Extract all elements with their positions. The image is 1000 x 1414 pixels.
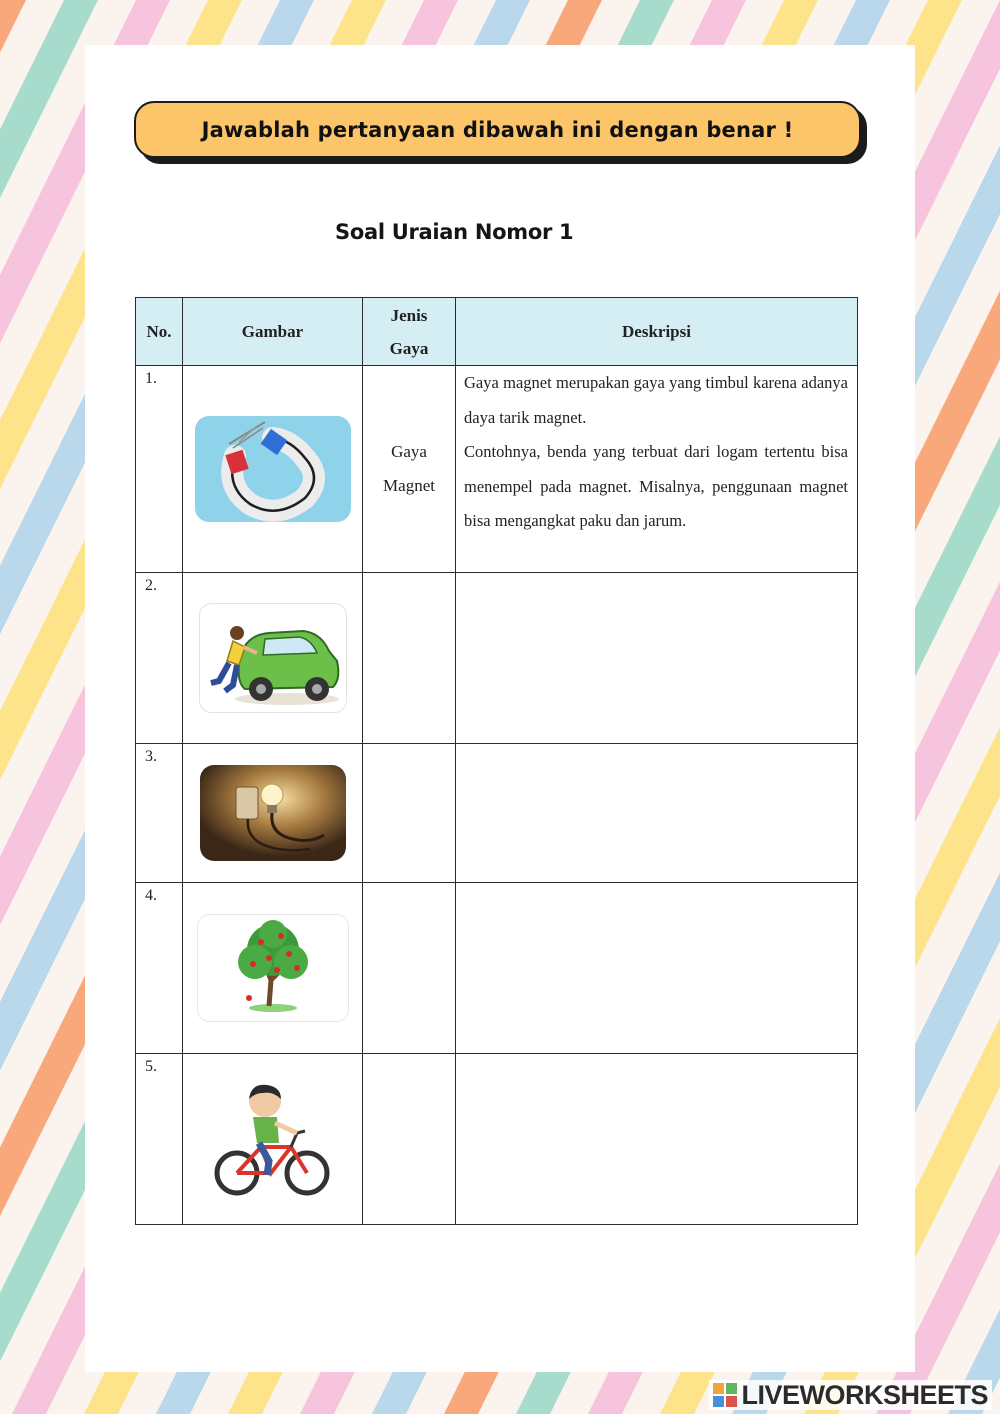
row-image-cell — [183, 744, 363, 882]
table-row — [136, 882, 858, 1053]
apple-tree-icon — [197, 914, 349, 1022]
jenis-line1: Gaya — [391, 442, 427, 462]
row-number: 2. — [136, 573, 183, 744]
row-number: 1. — [136, 366, 183, 573]
header-jenis-gaya — [363, 298, 456, 366]
row-jenis-gaya — [363, 744, 456, 882]
table-row — [136, 1053, 858, 1224]
table-header-row — [136, 298, 858, 366]
row-deskripsi — [456, 1053, 858, 1224]
header-gambar: Gambar — [183, 298, 363, 366]
row-jenis-gaya — [363, 366, 456, 573]
person-pushing-car-icon — [199, 603, 347, 713]
table-row — [136, 744, 858, 882]
horseshoe-magnet-icon — [195, 416, 351, 522]
liveworksheets-logo-icon — [713, 1383, 737, 1407]
section-title: Soal Uraian Nomor 1 — [335, 220, 574, 244]
jenis-line2: Magnet — [383, 476, 435, 496]
table-row — [136, 573, 858, 744]
header-jenis-line2: Gaya — [389, 338, 429, 358]
boy-on-bicycle-icon — [213, 1077, 333, 1201]
question-table — [135, 297, 858, 1225]
row-image-cell — [183, 573, 363, 744]
table-row — [136, 366, 858, 573]
deskripsi-paragraph-1: Gaya magnet merupakan gaya yang timbul karena adanya daya tarik magnet. — [464, 373, 848, 427]
header-no: No. — [136, 298, 183, 366]
liveworksheets-logo[interactable] — [709, 1380, 992, 1410]
row-image-cell — [183, 882, 363, 1053]
instruction-text: Jawablah pertanyaan dibawah ini dengan benar ! — [201, 117, 794, 142]
row-deskripsi — [456, 882, 858, 1053]
row-jenis-gaya — [363, 573, 456, 744]
header-deskripsi: Deskripsi — [456, 298, 858, 366]
row-number: 3. — [136, 744, 183, 882]
row-deskripsi — [456, 573, 858, 744]
header-jenis-line1: Jenis — [390, 305, 428, 325]
row-number: 4. — [136, 882, 183, 1053]
row-jenis-gaya — [363, 882, 456, 1053]
row-deskripsi — [456, 744, 858, 882]
light-bulb-plug-icon — [200, 765, 346, 861]
instruction-banner — [134, 101, 861, 158]
row-jenis-gaya — [363, 1053, 456, 1224]
deskripsi-paragraph-2: Contohnya, benda yang terbuat dari logam tertentu bisa menempel pada magnet. Misalnya, penggunaan magnet bisa mengangkat paku dan jarum. — [464, 442, 848, 530]
liveworksheets-brand: LIVEWORKSHEETS — [741, 1379, 988, 1410]
row-deskripsi — [456, 366, 858, 573]
row-image-cell — [183, 1053, 363, 1224]
row-number: 5. — [136, 1053, 183, 1224]
row-image-cell — [183, 366, 363, 573]
